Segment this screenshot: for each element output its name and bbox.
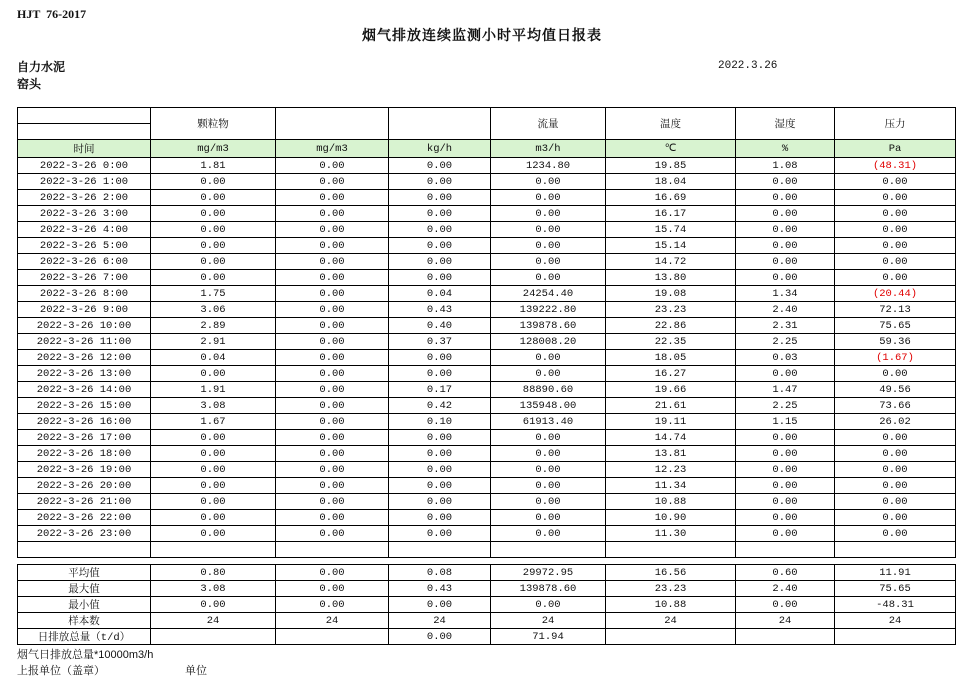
value-cell: 0.00 xyxy=(276,270,389,286)
value-cell: 0.00 xyxy=(276,222,389,238)
row-label-cell: 2022-3-26 19:00 xyxy=(18,462,151,478)
value-cell: 0.17 xyxy=(389,382,491,398)
value-cell: 0.00 xyxy=(151,478,276,494)
row-label-cell: 2022-3-26 20:00 xyxy=(18,478,151,494)
value-cell: 0.00 xyxy=(491,462,606,478)
value-cell: 1234.80 xyxy=(491,158,606,174)
flow-total-note: 烟气日排放总量*10000m3/h xyxy=(17,649,154,661)
hour-row xyxy=(18,270,956,286)
row-label-cell: 日排放总量（t/d） xyxy=(18,629,151,645)
value-cell: 0.00 xyxy=(736,510,835,526)
value-cell: 0.00 xyxy=(151,526,276,542)
row-label-cell: 2022-3-26 10:00 xyxy=(18,318,151,334)
unit-percent: % xyxy=(736,140,835,158)
value-cell: 0.00 xyxy=(276,494,389,510)
hour-row xyxy=(18,382,956,398)
value-cell: 23.23 xyxy=(606,581,736,597)
value-cell: 0.00 xyxy=(389,238,491,254)
unit-pa: Pa xyxy=(835,140,956,158)
row-label-cell: 2022-3-26 9:00 xyxy=(18,302,151,318)
value-cell: 0.00 xyxy=(276,174,389,190)
value-cell: 0.00 xyxy=(151,190,276,206)
value-cell: 14.72 xyxy=(606,254,736,270)
value-cell: 0.00 xyxy=(276,430,389,446)
value-cell: 0.00 xyxy=(276,318,389,334)
value-cell: 0.00 xyxy=(276,565,389,581)
value-cell: 16.17 xyxy=(606,206,736,222)
value-cell: 24 xyxy=(606,613,736,629)
value-cell: 0.00 xyxy=(389,478,491,494)
value-cell: 0.00 xyxy=(389,158,491,174)
value-cell: 0.00 xyxy=(491,174,606,190)
value-cell: 13.81 xyxy=(606,446,736,462)
value-cell: 0.00 xyxy=(151,494,276,510)
time-column-header: 时间 xyxy=(18,140,151,158)
row-label-cell: 2022-3-26 15:00 xyxy=(18,398,151,414)
value-cell: 0.00 xyxy=(736,222,835,238)
value-cell: 14.74 xyxy=(606,430,736,446)
value-cell: 49.56 xyxy=(835,382,956,398)
value-cell: 0.00 xyxy=(835,254,956,270)
value-cell: 10.88 xyxy=(606,597,736,613)
row-label-cell: 2022-3-26 17:00 xyxy=(18,430,151,446)
row-label-cell: 2022-3-26 13:00 xyxy=(18,366,151,382)
value-cell: 2.40 xyxy=(736,302,835,318)
row-label-cell: 2022-3-26 3:00 xyxy=(18,206,151,222)
value-cell: 29972.95 xyxy=(491,565,606,581)
value-cell: 1.91 xyxy=(151,382,276,398)
value-cell: 19.85 xyxy=(606,158,736,174)
value-cell: 73.66 xyxy=(835,398,956,414)
value-cell: 0.00 xyxy=(389,206,491,222)
value-cell: 0.00 xyxy=(276,581,389,597)
value-cell: 0.00 xyxy=(491,526,606,542)
value-cell: (20.44) xyxy=(835,286,956,302)
value-cell: 0.00 xyxy=(491,350,606,366)
value-cell: 75.65 xyxy=(835,318,956,334)
value-cell xyxy=(151,542,276,558)
value-cell: 2.91 xyxy=(151,334,276,350)
value-cell: 2.25 xyxy=(736,398,835,414)
summary-row xyxy=(18,613,956,629)
station-name: 窑头 xyxy=(17,77,42,91)
hour-row xyxy=(18,318,956,334)
value-cell: 0.00 xyxy=(151,238,276,254)
value-cell: 0.00 xyxy=(491,494,606,510)
value-cell: 72.13 xyxy=(835,302,956,318)
value-cell: 0.00 xyxy=(151,174,276,190)
value-cell: 0.00 xyxy=(736,206,835,222)
value-cell: 0.00 xyxy=(389,494,491,510)
value-cell: 3.08 xyxy=(151,581,276,597)
value-cell: 11.34 xyxy=(606,478,736,494)
value-cell: 3.08 xyxy=(151,398,276,414)
row-label-cell: 2022-3-26 2:00 xyxy=(18,190,151,206)
value-cell: 0.00 xyxy=(835,510,956,526)
value-cell: 0.00 xyxy=(491,597,606,613)
hour-row xyxy=(18,254,956,270)
value-cell: 0.00 xyxy=(491,254,606,270)
value-cell: 0.00 xyxy=(389,526,491,542)
value-cell: 0.00 xyxy=(276,510,389,526)
value-cell: 15.74 xyxy=(606,222,736,238)
value-cell: 88890.60 xyxy=(491,382,606,398)
hour-row xyxy=(18,430,956,446)
report-date: 2022.3.26 xyxy=(718,60,778,72)
value-cell: 0.00 xyxy=(276,462,389,478)
row-label-cell: 2022-3-26 18:00 xyxy=(18,446,151,462)
value-cell: 0.00 xyxy=(835,446,956,462)
value-cell: 0.00 xyxy=(276,286,389,302)
value-cell: 0.00 xyxy=(389,629,491,645)
row-label-cell: 2022-3-26 4:00 xyxy=(18,222,151,238)
value-cell: 19.08 xyxy=(606,286,736,302)
value-cell: 0.00 xyxy=(151,254,276,270)
summary-row xyxy=(18,581,956,597)
value-cell: 13.80 xyxy=(606,270,736,286)
value-cell: 0.43 xyxy=(389,302,491,318)
value-cell: 0.43 xyxy=(389,581,491,597)
value-cell: 24 xyxy=(389,613,491,629)
row-label-cell: 2022-3-26 8:00 xyxy=(18,286,151,302)
value-cell xyxy=(736,629,835,645)
value-cell: 0.00 xyxy=(151,206,276,222)
value-cell xyxy=(736,542,835,558)
value-cell: 0.00 xyxy=(151,430,276,446)
value-cell: 0.00 xyxy=(491,206,606,222)
value-cell: 0.00 xyxy=(276,597,389,613)
value-cell: 16.27 xyxy=(606,366,736,382)
value-cell: 0.00 xyxy=(276,398,389,414)
value-cell: 24 xyxy=(151,613,276,629)
hour-row xyxy=(18,366,956,382)
value-cell: 0.00 xyxy=(736,597,835,613)
value-cell: 0.00 xyxy=(389,350,491,366)
value-cell: 0.00 xyxy=(835,366,956,382)
value-cell: 0.00 xyxy=(835,222,956,238)
value-cell xyxy=(835,629,956,645)
value-cell: 0.80 xyxy=(151,565,276,581)
value-cell: 0.00 xyxy=(151,366,276,382)
value-cell: 0.00 xyxy=(276,254,389,270)
value-cell: 0.00 xyxy=(835,174,956,190)
value-cell: 61913.40 xyxy=(491,414,606,430)
value-cell: 0.00 xyxy=(736,446,835,462)
hour-row xyxy=(18,526,956,542)
hour-row xyxy=(18,206,956,222)
value-cell: 0.00 xyxy=(736,494,835,510)
value-cell: (48.31) xyxy=(835,158,956,174)
row-label-cell: 2022-3-26 21:00 xyxy=(18,494,151,510)
row-label-cell: 2022-3-26 14:00 xyxy=(18,382,151,398)
value-cell: 1.15 xyxy=(736,414,835,430)
hour-row xyxy=(18,158,956,174)
page-title: 烟气排放连续监测小时平均值日报表 xyxy=(362,27,602,43)
hour-row xyxy=(18,222,956,238)
value-cell: 139222.80 xyxy=(491,302,606,318)
hour-row xyxy=(18,494,956,510)
value-cell: 75.65 xyxy=(835,581,956,597)
row-label-cell: 最小值 xyxy=(18,597,151,613)
value-cell: 0.00 xyxy=(736,366,835,382)
value-cell: 0.00 xyxy=(276,206,389,222)
monitoring-data-table xyxy=(17,107,956,558)
hour-row xyxy=(18,190,956,206)
value-cell: 0.00 xyxy=(276,478,389,494)
row-label-cell: 2022-3-26 22:00 xyxy=(18,510,151,526)
value-cell: 16.69 xyxy=(606,190,736,206)
value-cell: 2.89 xyxy=(151,318,276,334)
value-cell: 0.10 xyxy=(389,414,491,430)
value-cell: 0.00 xyxy=(276,414,389,430)
value-cell: 0.04 xyxy=(151,350,276,366)
group-pressure: 压力 xyxy=(835,108,956,140)
value-cell: 135948.00 xyxy=(491,398,606,414)
value-cell: 0.00 xyxy=(736,174,835,190)
row-label-cell: 2022-3-26 7:00 xyxy=(18,270,151,286)
value-cell: 0.60 xyxy=(736,565,835,581)
value-cell xyxy=(606,629,736,645)
value-cell: 11.30 xyxy=(606,526,736,542)
value-cell: 0.00 xyxy=(491,222,606,238)
value-cell: 1.67 xyxy=(151,414,276,430)
value-cell: 0.00 xyxy=(835,238,956,254)
unit-label: 单位 xyxy=(185,665,207,677)
unit-header-row xyxy=(18,140,956,158)
value-cell: 0.00 xyxy=(835,494,956,510)
value-cell: 2.40 xyxy=(736,581,835,597)
value-cell: 0.00 xyxy=(835,526,956,542)
value-cell: 0.00 xyxy=(491,270,606,286)
value-cell: 0.00 xyxy=(736,270,835,286)
summary-row xyxy=(18,629,956,645)
value-cell: 0.00 xyxy=(276,190,389,206)
value-cell: 0.04 xyxy=(389,286,491,302)
value-cell: 10.90 xyxy=(606,510,736,526)
value-cell: 0.00 xyxy=(389,430,491,446)
value-cell: 24 xyxy=(835,613,956,629)
value-cell: 16.56 xyxy=(606,565,736,581)
group-humidity: 湿度 xyxy=(736,108,835,140)
group-blank-2 xyxy=(389,108,491,140)
value-cell: 22.86 xyxy=(606,318,736,334)
value-cell: 2.25 xyxy=(736,334,835,350)
value-cell: 0.00 xyxy=(736,254,835,270)
row-label-cell: 2022-3-26 1:00 xyxy=(18,174,151,190)
value-cell: 26.02 xyxy=(835,414,956,430)
group-blank-bottom xyxy=(18,124,151,140)
value-cell: 0.00 xyxy=(491,446,606,462)
value-cell: 24 xyxy=(491,613,606,629)
value-cell: 0.00 xyxy=(389,222,491,238)
value-cell: 0.00 xyxy=(276,334,389,350)
value-cell: 1.47 xyxy=(736,382,835,398)
hour-row xyxy=(18,350,956,366)
summary-row xyxy=(18,597,956,613)
row-label-cell: 2022-3-26 16:00 xyxy=(18,414,151,430)
value-cell: 0.00 xyxy=(151,462,276,478)
value-cell: 139878.60 xyxy=(491,318,606,334)
group-header-row xyxy=(18,108,956,124)
value-cell xyxy=(491,542,606,558)
value-cell: 0.00 xyxy=(276,446,389,462)
value-cell: 0.00 xyxy=(491,478,606,494)
value-cell: 0.00 xyxy=(491,238,606,254)
unit-kg-h: kg/h xyxy=(389,140,491,158)
value-cell: 0.00 xyxy=(276,238,389,254)
hour-row xyxy=(18,462,956,478)
hour-row xyxy=(18,414,956,430)
value-cell: 24 xyxy=(276,613,389,629)
row-label-cell: 2022-3-26 0:00 xyxy=(18,158,151,174)
value-cell: 0.00 xyxy=(736,238,835,254)
value-cell: 59.36 xyxy=(835,334,956,350)
value-cell: 0.00 xyxy=(389,462,491,478)
value-cell: 0.40 xyxy=(389,318,491,334)
value-cell: 0.00 xyxy=(276,158,389,174)
row-label-cell: 2022-3-26 23:00 xyxy=(18,526,151,542)
value-cell: 0.00 xyxy=(389,366,491,382)
value-cell: 0.00 xyxy=(389,174,491,190)
value-cell: 0.00 xyxy=(389,270,491,286)
value-cell xyxy=(276,542,389,558)
value-cell: 18.04 xyxy=(606,174,736,190)
value-cell: 19.11 xyxy=(606,414,736,430)
value-cell: 0.00 xyxy=(389,190,491,206)
value-cell: 0.00 xyxy=(835,462,956,478)
row-label-cell: 2022-3-26 11:00 xyxy=(18,334,151,350)
value-cell: 1.34 xyxy=(736,286,835,302)
value-cell: 15.14 xyxy=(606,238,736,254)
value-cell: 128008.20 xyxy=(491,334,606,350)
row-label-cell: 最大值 xyxy=(18,581,151,597)
hour-row xyxy=(18,238,956,254)
value-cell xyxy=(276,629,389,645)
value-cell: 0.00 xyxy=(276,350,389,366)
hour-row xyxy=(18,510,956,526)
hour-row xyxy=(18,334,956,350)
group-particulate: 颗粒物 xyxy=(151,108,276,140)
value-cell: 0.00 xyxy=(835,270,956,286)
value-cell xyxy=(835,542,956,558)
value-cell: 21.61 xyxy=(606,398,736,414)
value-cell: 11.91 xyxy=(835,565,956,581)
value-cell: 139878.60 xyxy=(491,581,606,597)
value-cell: 22.35 xyxy=(606,334,736,350)
row-label-cell: 样本数 xyxy=(18,613,151,629)
doc-code: HJT 76-2017 xyxy=(17,7,87,21)
value-cell: 0.42 xyxy=(389,398,491,414)
value-cell: 0.00 xyxy=(491,190,606,206)
value-cell: 0.00 xyxy=(389,510,491,526)
value-cell: 24254.40 xyxy=(491,286,606,302)
value-cell: 0.08 xyxy=(389,565,491,581)
value-cell: 0.00 xyxy=(736,526,835,542)
row-label-cell: 2022-3-26 5:00 xyxy=(18,238,151,254)
unit-celsius: ℃ xyxy=(606,140,736,158)
value-cell: 1.75 xyxy=(151,286,276,302)
value-cell: 0.00 xyxy=(491,510,606,526)
unit-m3-h: m3/h xyxy=(491,140,606,158)
value-cell: 0.00 xyxy=(491,430,606,446)
value-cell: 0.00 xyxy=(736,430,835,446)
value-cell: 0.00 xyxy=(835,430,956,446)
group-flow: 流量 xyxy=(491,108,606,140)
value-cell: 10.88 xyxy=(606,494,736,510)
row-label-cell: 平均值 xyxy=(18,565,151,581)
value-cell: 19.66 xyxy=(606,382,736,398)
unit-mg-m3-1: mg/m3 xyxy=(151,140,276,158)
hour-row xyxy=(18,286,956,302)
company-name: 自力水泥 xyxy=(17,60,66,74)
value-cell xyxy=(389,542,491,558)
value-cell: 1.81 xyxy=(151,158,276,174)
value-cell: 0.00 xyxy=(835,190,956,206)
value-cell xyxy=(151,629,276,645)
value-cell xyxy=(606,542,736,558)
group-temperature: 温度 xyxy=(606,108,736,140)
unit-mg-m3-2: mg/m3 xyxy=(276,140,389,158)
hour-row xyxy=(18,478,956,494)
value-cell: 0.00 xyxy=(151,222,276,238)
hour-row xyxy=(18,174,956,190)
value-cell: 0.03 xyxy=(736,350,835,366)
value-cell: 71.94 xyxy=(491,629,606,645)
value-cell: 12.23 xyxy=(606,462,736,478)
value-cell: 0.00 xyxy=(389,446,491,462)
hour-row xyxy=(18,302,956,318)
empty-row xyxy=(18,542,956,558)
group-blank-top xyxy=(18,108,151,124)
value-cell: 0.00 xyxy=(151,597,276,613)
value-cell: 24 xyxy=(736,613,835,629)
value-cell: -48.31 xyxy=(835,597,956,613)
value-cell: 0.00 xyxy=(491,366,606,382)
value-cell: 0.00 xyxy=(389,254,491,270)
value-cell: 0.00 xyxy=(276,526,389,542)
value-cell: 0.00 xyxy=(389,597,491,613)
hour-row xyxy=(18,398,956,414)
value-cell: 0.00 xyxy=(736,190,835,206)
value-cell: 0.00 xyxy=(276,366,389,382)
value-cell: 0.00 xyxy=(835,206,956,222)
value-cell: 0.00 xyxy=(736,478,835,494)
value-cell: 0.00 xyxy=(151,510,276,526)
value-cell: 0.00 xyxy=(835,478,956,494)
group-blank-1 xyxy=(276,108,389,140)
value-cell: 0.00 xyxy=(276,302,389,318)
value-cell: 0.00 xyxy=(151,270,276,286)
row-label-cell xyxy=(18,542,151,558)
value-cell: 0.00 xyxy=(151,446,276,462)
value-cell: (1.67) xyxy=(835,350,956,366)
value-cell: 23.23 xyxy=(606,302,736,318)
value-cell: 2.31 xyxy=(736,318,835,334)
value-cell: 0.37 xyxy=(389,334,491,350)
row-label-cell: 2022-3-26 12:00 xyxy=(18,350,151,366)
value-cell: 18.05 xyxy=(606,350,736,366)
hour-row xyxy=(18,446,956,462)
value-cell: 3.06 xyxy=(151,302,276,318)
row-label-cell: 2022-3-26 6:00 xyxy=(18,254,151,270)
value-cell: 1.08 xyxy=(736,158,835,174)
report-unit-label: 上报单位（盖章） xyxy=(17,665,105,677)
value-cell: 0.00 xyxy=(736,462,835,478)
value-cell: 0.00 xyxy=(276,382,389,398)
summary-table xyxy=(17,564,956,645)
summary-row xyxy=(18,565,956,581)
